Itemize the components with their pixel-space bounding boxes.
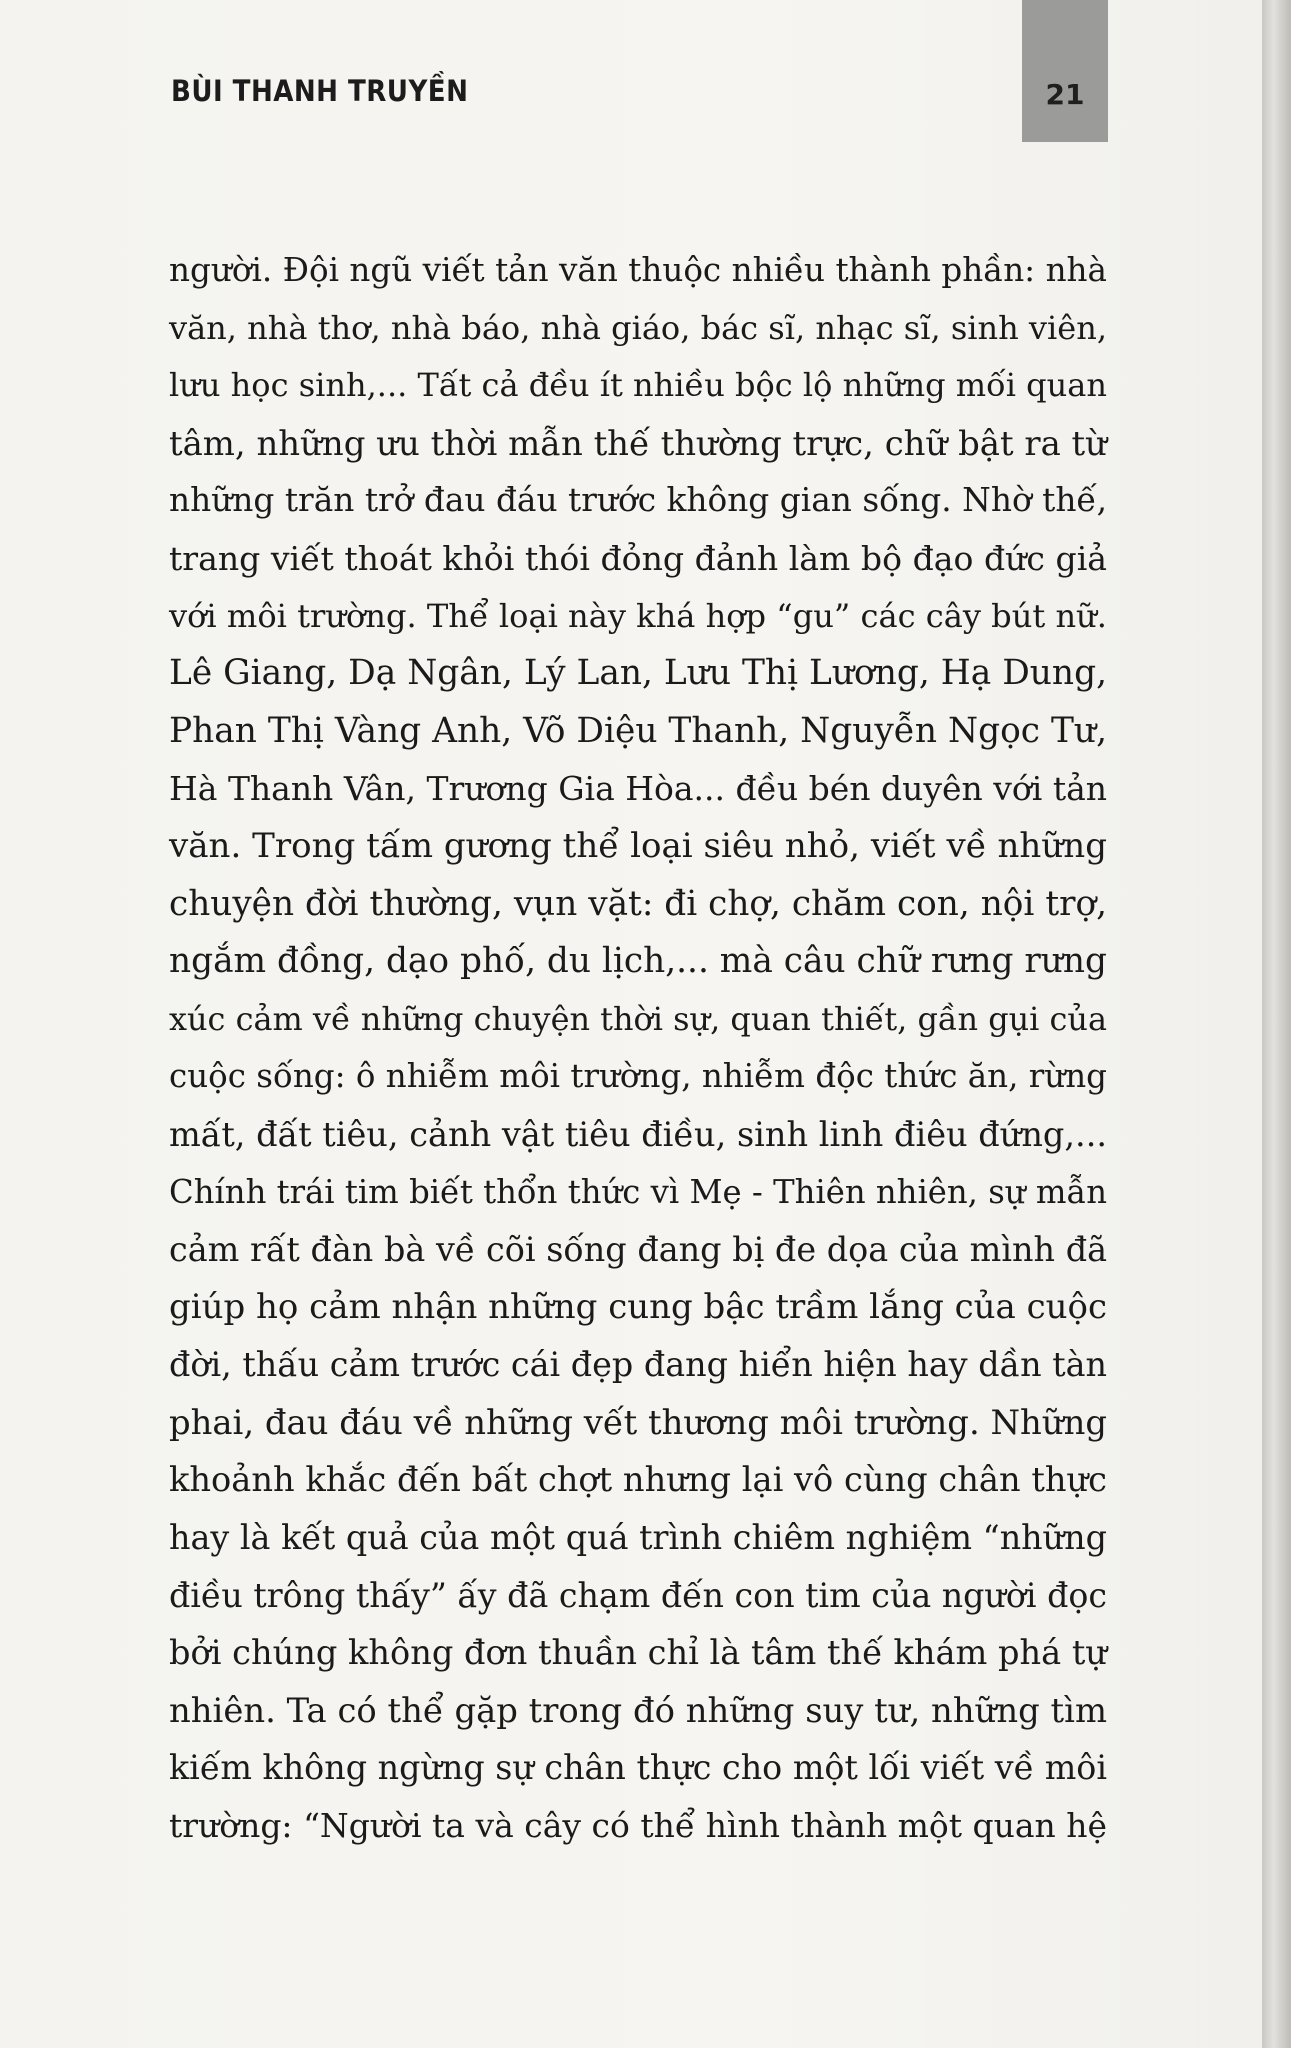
text-line: văn, nhà thơ, nhà báo, nhà giáo, bác sĩ, nhạc sĩ, sinh viên,: [169, 308, 1107, 347]
text-line: cảm rất đàn bà về cõi sống đang bị đe dọa của mình đã: [169, 1230, 1107, 1270]
text-line: những trăn trở đau đáu trước không gian sống. Nhờ thế,: [169, 481, 1107, 520]
text-line: ngắm đồng, dạo phố, du lịch,... mà câu chữ rưng rưng: [169, 941, 1107, 982]
text-line: Hà Thanh Vân, Trương Gia Hòa... đều bén duyên với tản: [169, 769, 1107, 809]
text-line: người. Đội ngũ viết tản văn thuộc nhiều thành phần: nhà: [169, 251, 1107, 289]
body-text: [169, 242, 1107, 1855]
page-number-tab: [1022, 0, 1108, 142]
text-line: cuộc sống: ô nhiễm môi trường, nhiễm độc thức ăn, rừng: [169, 1057, 1107, 1096]
text-line: điều trông thấy” ấy đã chạm đến con tim của người đọc: [169, 1575, 1107, 1615]
page-number: 21: [1045, 78, 1085, 111]
text-line: trường: “Người ta và cây có thể hình thành một quan hệ: [169, 1806, 1107, 1846]
text-line: văn. Trong tấm gương thể loại siêu nhỏ, viết về những: [169, 825, 1107, 866]
running-header-author: BÙI THANH TRUYỀN: [171, 74, 469, 108]
text-line: phai, đau đáu về những vết thương môi trường. Những: [169, 1402, 1107, 1442]
text-line: với môi trường. Thể loại này khá hợp “gu” các cây bút nữ.: [169, 596, 1107, 635]
text-line: Chính trái tim biết thổn thức vì Mẹ - Thiên nhiên, sự mẫn: [169, 1172, 1107, 1211]
text-line: giúp họ cảm nhận những cung bậc trầm lắng của cuộc: [169, 1286, 1107, 1327]
text-line: nhiên. Ta có thể gặp trong đó những suy tư, những tìm: [169, 1690, 1107, 1730]
text-line: chuyện đời thường, vụn vặt: đi chợ, chăm con, nội trợ,: [169, 883, 1107, 924]
text-line: lưu học sinh,... Tất cả đều ít nhiều bộc lộ những mối quan: [169, 366, 1107, 405]
text-line: hay là kết quả của một quá trình chiêm nghiệm “những: [169, 1518, 1107, 1558]
text-line: đời, thấu cảm trước cái đẹp đang hiển hiện hay dần tàn: [169, 1345, 1107, 1385]
text-line: trang viết thoát khỏi thói đỏng đảnh làm bộ đạo đức giả: [169, 538, 1107, 578]
text-line: mất, đất tiêu, cảnh vật tiêu điều, sinh linh điêu đứng,...: [169, 1114, 1107, 1154]
text-line: bởi chúng không đơn thuần chỉ là tâm thế khám phá tự: [169, 1633, 1107, 1673]
text-line: xúc cảm về những chuyện thời sự, quan thiết, gần gụi của: [169, 999, 1107, 1038]
text-line: kiếm không ngừng sự chân thực cho một lối viết về môi: [169, 1748, 1107, 1788]
text-line: tâm, những ưu thời mẫn thế thường trực, chữ bật ra từ: [169, 423, 1107, 463]
page-edge: [1262, 0, 1291, 2048]
text-line: khoảnh khắc đến bất chợt nhưng lại vô cùng chân thực: [169, 1460, 1107, 1500]
text-line: Lê Giang, Dạ Ngân, Lý Lan, Lưu Thị Lương, Hạ Dung,: [169, 653, 1107, 694]
text-line: Phan Thị Vàng Anh, Võ Diệu Thanh, Nguyễn Ngọc Tư,: [169, 710, 1107, 751]
